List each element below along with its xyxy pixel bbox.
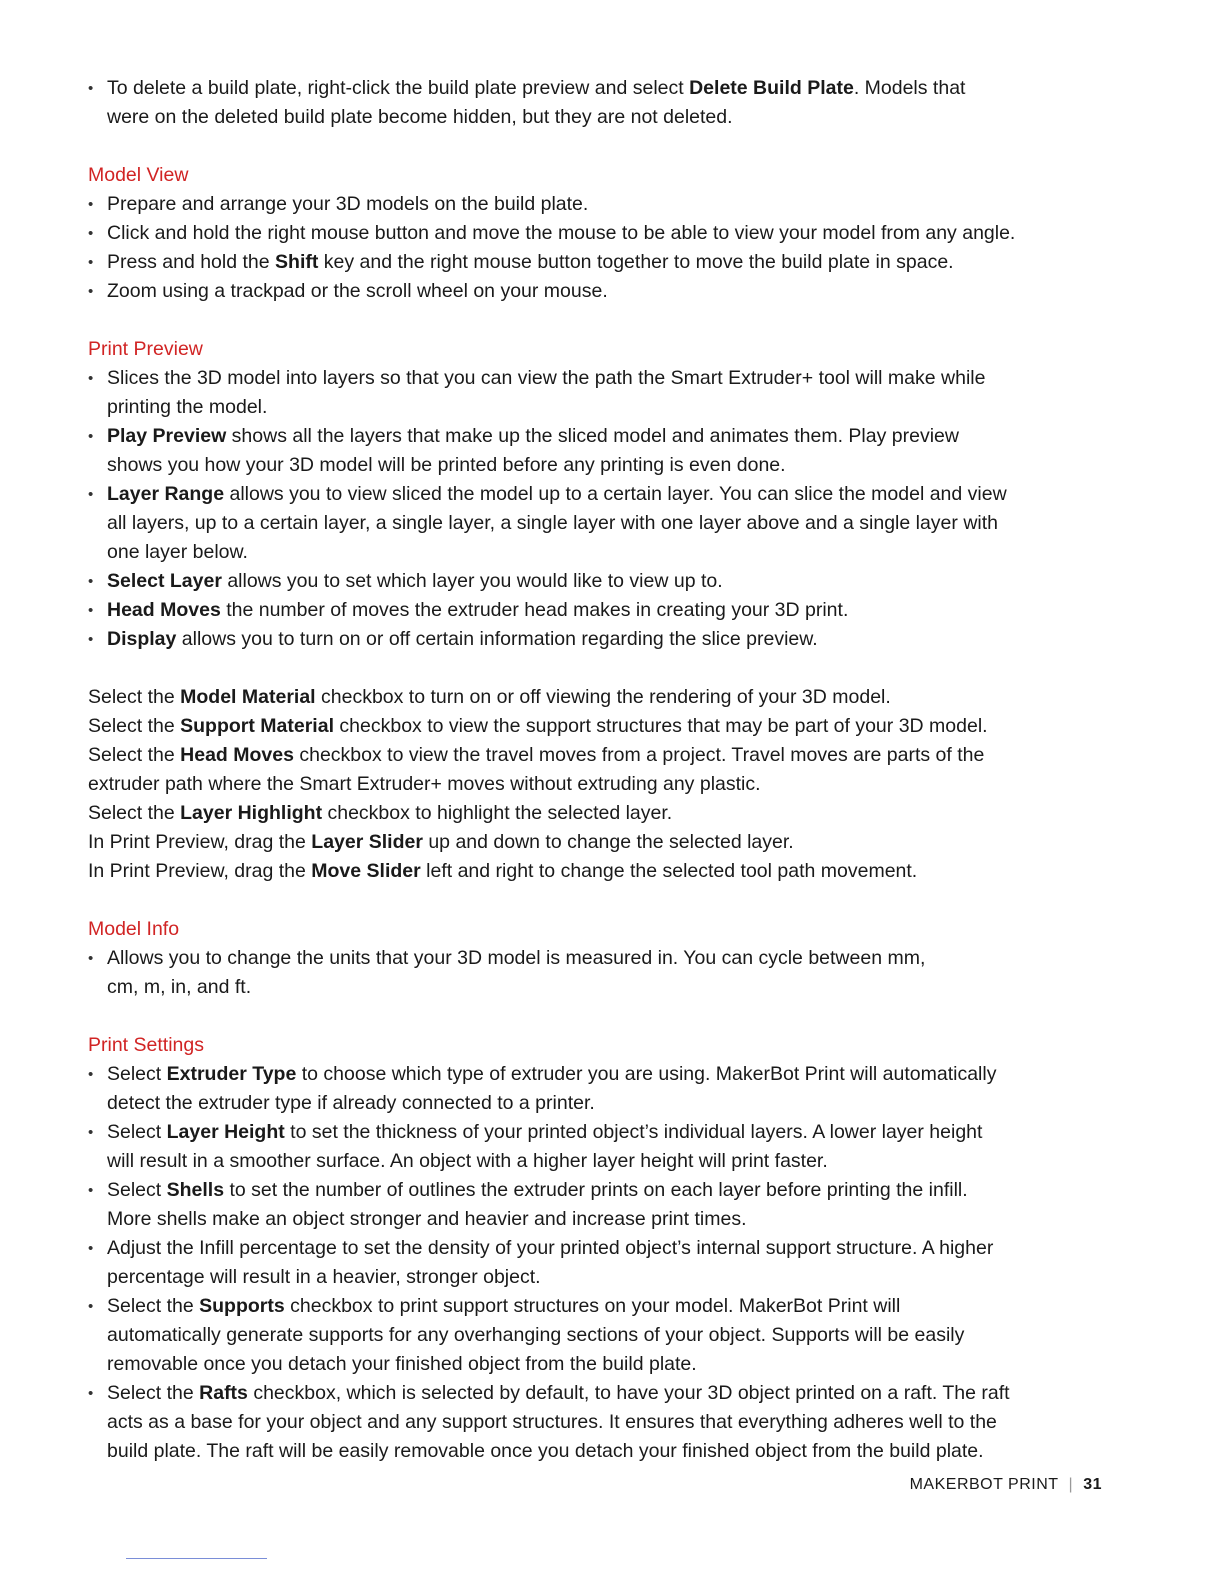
list-item-continuation: will result in a smoother surface. An object with a higher layer height will print faster. [107, 1150, 828, 1172]
list-item [88, 1118, 1098, 1147]
list-item [88, 1379, 1098, 1408]
list-item [88, 567, 1098, 596]
text: Press and hold the [107, 251, 276, 273]
text: allows you to view sliced the model up to a certain layer. You can slice the model and view [224, 483, 1007, 505]
list-item-continuation: More shells make an object stronger and heavier and increase print times. [107, 1208, 747, 1230]
text: Select the [107, 1295, 200, 1317]
paragraph-line [88, 712, 1098, 741]
list-item: • Prepare and arrange your 3D models on the build plate. [88, 190, 1098, 219]
bold-term: Head Moves [107, 599, 221, 621]
text: Select the [88, 686, 181, 708]
list-item: • Allows you to change the units that your 3D model is measured in. You can cycle between mm, [88, 944, 1098, 973]
bold-term: Rafts [199, 1382, 248, 1404]
list-item-continuation: cm, m, in, and ft. [107, 976, 252, 998]
text: In Print Preview, drag the [88, 860, 312, 882]
list-item [88, 625, 1098, 654]
bold-term: Select Layer [107, 570, 222, 592]
text: to set the number of outlines the extruder prints on each layer before printing the infill. [224, 1179, 968, 1201]
bold-term: Play Preview [107, 425, 227, 447]
bold-term: Layer Highlight [180, 802, 323, 824]
text: allows you to set which layer you would like to view up to. [221, 570, 723, 592]
text: Select [107, 1179, 167, 1201]
text: Select the [88, 715, 181, 737]
bold-term: Supports [199, 1295, 285, 1317]
paragraph-line [88, 828, 1098, 857]
list-item-continuation: printing the model. [107, 396, 268, 418]
bold-term: Shells [166, 1179, 225, 1201]
bold-term: Layer Height [166, 1121, 285, 1143]
intro-bullet-line: were on the deleted build plate become hidden, but they are not deleted. [107, 106, 733, 128]
text: shows all the layers that make up the sliced model and animates them. Play preview [226, 425, 959, 447]
section-heading-model-view: Model View [88, 164, 189, 186]
text: . Models that [853, 77, 966, 99]
text: checkbox to view the support structures that may be part of your 3D model. [334, 715, 988, 737]
text: left and right to change the selected tool path movement. [420, 860, 918, 882]
text: Select the [88, 744, 181, 766]
list-item [88, 248, 1098, 277]
paragraph-line [88, 683, 1098, 712]
text: Select the [88, 802, 181, 824]
model-info-list [88, 944, 1098, 1002]
section-heading-print-preview: Print Preview [88, 338, 203, 360]
text: to choose which type of extruder you are using. MakerBot Print will automatically [296, 1063, 997, 1085]
model-view-list [88, 190, 1098, 306]
print-preview-list [88, 364, 1098, 654]
footer-separator: | [1068, 1476, 1074, 1493]
text: Select the [107, 1382, 200, 1404]
bold-term: Layer Slider [311, 831, 423, 853]
text: Select [107, 1063, 167, 1085]
list-item-continuation: removable once you detach your finished object from the build plate. [107, 1353, 697, 1375]
text: key and the right mouse button together to move the build plate in space. [318, 251, 954, 273]
text: the number of moves the extruder head makes in creating your 3D print. [220, 599, 849, 621]
section-heading-print-settings: Print Settings [88, 1034, 204, 1056]
bold-term: Display [107, 628, 177, 650]
intro-list [88, 74, 1098, 132]
paragraph-line [88, 741, 1098, 770]
text: checkbox, which is selected by default, to have your 3D object printed on a raft. The raft [247, 1382, 1010, 1404]
list-item: • Adjust the Infill percentage to set the density of your printed object’s internal support structure. A higher [88, 1234, 1098, 1263]
page-footer [910, 1470, 1102, 1499]
list-item-continuation: all layers, up to a certain layer, a single layer, a single layer with one layer above and a single layer with [107, 512, 998, 534]
list-item-continuation: acts as a base for your object and any support structures. It ensures that everything adheres well to the [107, 1411, 997, 1433]
spacer [88, 654, 1098, 683]
text: checkbox to turn on or off viewing the rendering of your 3D model. [315, 686, 891, 708]
text: To delete a build plate, right-click the build plate preview and select [107, 77, 690, 99]
list-item-continuation: build plate. The raft will be easily removable once you detach your finished object from the build plate. [107, 1440, 984, 1462]
paragraph-line: extruder path where the Smart Extruder+ moves without extruding any plastic. [88, 773, 761, 795]
text: Select [107, 1121, 167, 1143]
text: checkbox to highlight the selected layer. [322, 802, 673, 824]
bold-term: Extruder Type [166, 1063, 297, 1085]
list-item-continuation: one layer below. [107, 541, 248, 563]
bold-term: Layer Range [107, 483, 225, 505]
list-item-continuation: automatically generate supports for any overhanging sections of your object. Supports will be easily [107, 1324, 965, 1346]
bold-term: Move Slider [311, 860, 421, 882]
paragraph-line [88, 799, 1098, 828]
list-item: • Zoom using a trackpad or the scroll wheel on your mouse. [88, 277, 1098, 306]
footer-label: MAKERBOT PRINT [909, 1476, 1059, 1493]
list-item: • Click and hold the right mouse button and move the mouse to be able to view your model from any angle. [88, 219, 1098, 248]
document-page [88, 74, 1098, 1466]
list-item [88, 1292, 1098, 1321]
checkbox-notes [88, 683, 1098, 886]
list-item [88, 422, 1098, 451]
text: allows you to turn on or off certain information regarding the slice preview. [176, 628, 818, 650]
list-item [88, 596, 1098, 625]
text: checkbox to print support structures on your model. MakerBot Print will [284, 1295, 901, 1317]
list-item-continuation: detect the extruder type if already connected to a printer. [107, 1092, 595, 1114]
list-item [88, 480, 1098, 509]
text: In Print Preview, drag the [88, 831, 312, 853]
list-item-continuation: percentage will result in a heavier, stronger object. [107, 1266, 541, 1288]
print-settings-list [88, 1060, 1098, 1466]
list-item: • Slices the 3D model into layers so that you can view the path the Smart Extruder+ tool will make while [88, 364, 1098, 393]
page-number: 31 [1083, 1476, 1102, 1493]
text: checkbox to view the travel moves from a project. Travel moves are parts of the [293, 744, 985, 766]
list-item [88, 1060, 1098, 1089]
bold-term: Model Material [180, 686, 316, 708]
intro-bullet-line [88, 74, 1098, 103]
list-item [88, 1176, 1098, 1205]
section-heading-model-info: Model Info [88, 918, 180, 940]
bold-term: Head Moves [180, 744, 294, 766]
bold-term: Delete Build Plate [689, 77, 854, 99]
text: up and down to change the selected layer. [422, 831, 794, 853]
decorative-rule [126, 1558, 267, 1559]
text: to set the thickness of your printed object’s individual layers. A lower layer height [284, 1121, 983, 1143]
bold-term: Support Material [180, 715, 334, 737]
list-item-continuation: shows you how your 3D model will be printed before any printing is even done. [107, 454, 786, 476]
paragraph-line [88, 857, 1098, 886]
bold-term: Shift [275, 251, 319, 273]
